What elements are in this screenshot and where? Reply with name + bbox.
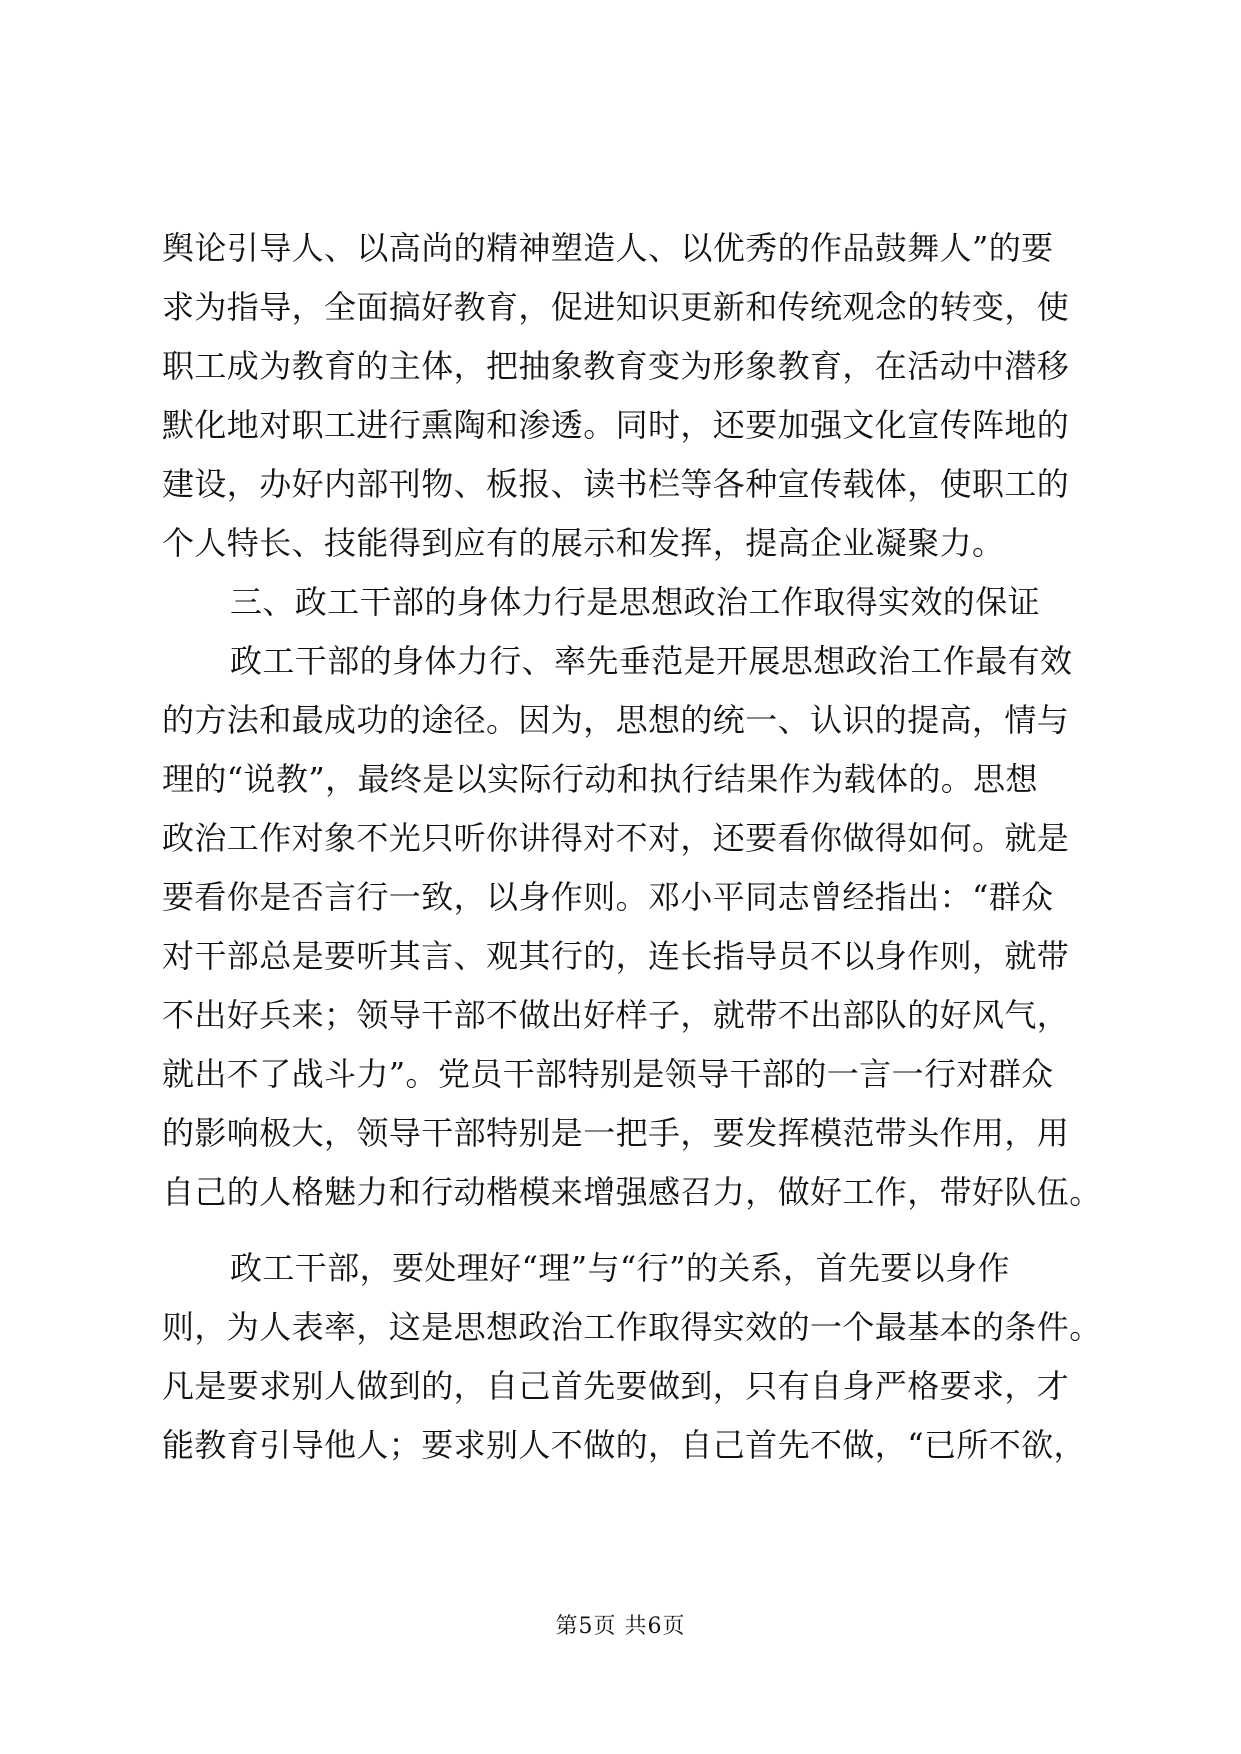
body-text-line: 要看你是否言行一致，以身作则。邓小平同志曾经指出：“群众 xyxy=(162,878,1054,916)
body-text-line: 则，为人表率，这是思想政治工作取得实效的一个最基本的条件。 xyxy=(162,1308,1102,1346)
body-text-line: 能教育引导他人；要求别人不做的，自己首先不做，“已所不欲， xyxy=(162,1426,1086,1464)
body-text-line: 职工成为教育的主体，把抽象教育变为形象教育，在活动中潜移 xyxy=(162,347,1070,385)
body-text-line: 政治工作对象不光只听你讲得对不对，还要看你做得如何。就是 xyxy=(162,819,1070,857)
body-text-line: 对干部总是要听其言、观其行的，连长指导员不以身作则，就带 xyxy=(162,937,1070,975)
body-text-line: 的方法和最成功的途径。因为，思想的统一、认识的提高，情与 xyxy=(162,701,1070,739)
page-number-footer: 第5页 共6页 xyxy=(555,1614,686,1639)
body-text-line: 舆论引导人、以高尚的精神塑造人、以优秀的作品鼓舞人”的要 xyxy=(162,229,1054,267)
body-text-line: 理的“说教”，最终是以实际行动和执行结果作为载体的。思想 xyxy=(162,760,1038,798)
body-text-line: 的影响极大，领导干部特别是一把手，要发挥模范带头作用，用 xyxy=(162,1114,1070,1152)
body-text-line: 凡是要求别人做到的，自己首先要做到，只有自身严格要求，才 xyxy=(162,1367,1070,1405)
body-text-line: 个人特长、技能得到应有的展示和发挥，提高企业凝聚力。 xyxy=(162,524,1005,562)
section-heading: 三、政工干部的身体力行是思想政治工作取得实效的保证 xyxy=(230,583,1041,621)
body-text-line: 自己的人格魅力和行动楷模来增强感召力，做好工作，带好队伍。 xyxy=(162,1173,1102,1211)
body-text-line: 默化地对职工进行熏陶和渗透。同时，还要加强文化宣传阵地的 xyxy=(162,406,1070,444)
body-text-line: 不出好兵来；领导干部不做出好样子，就带不出部队的好风气， xyxy=(162,996,1070,1034)
body-text-line: 政工干部的身体力行、率先垂范是开展思想政治工作最有效 xyxy=(230,642,1073,680)
body-text-line: 政工干部，要处理好“理”与“行”的关系，首先要以身作 xyxy=(230,1249,1010,1287)
body-text-line: 求为指导，全面搞好教育，促进知识更新和传统观念的转变，使 xyxy=(162,288,1070,326)
body-text-line: 建设，办好内部刊物、板报、读书栏等各种宣传载体，使职工的 xyxy=(162,465,1070,503)
body-text-line: 就出不了战斗力”。党员干部特别是领导干部的一言一行对群众 xyxy=(162,1055,1054,1093)
